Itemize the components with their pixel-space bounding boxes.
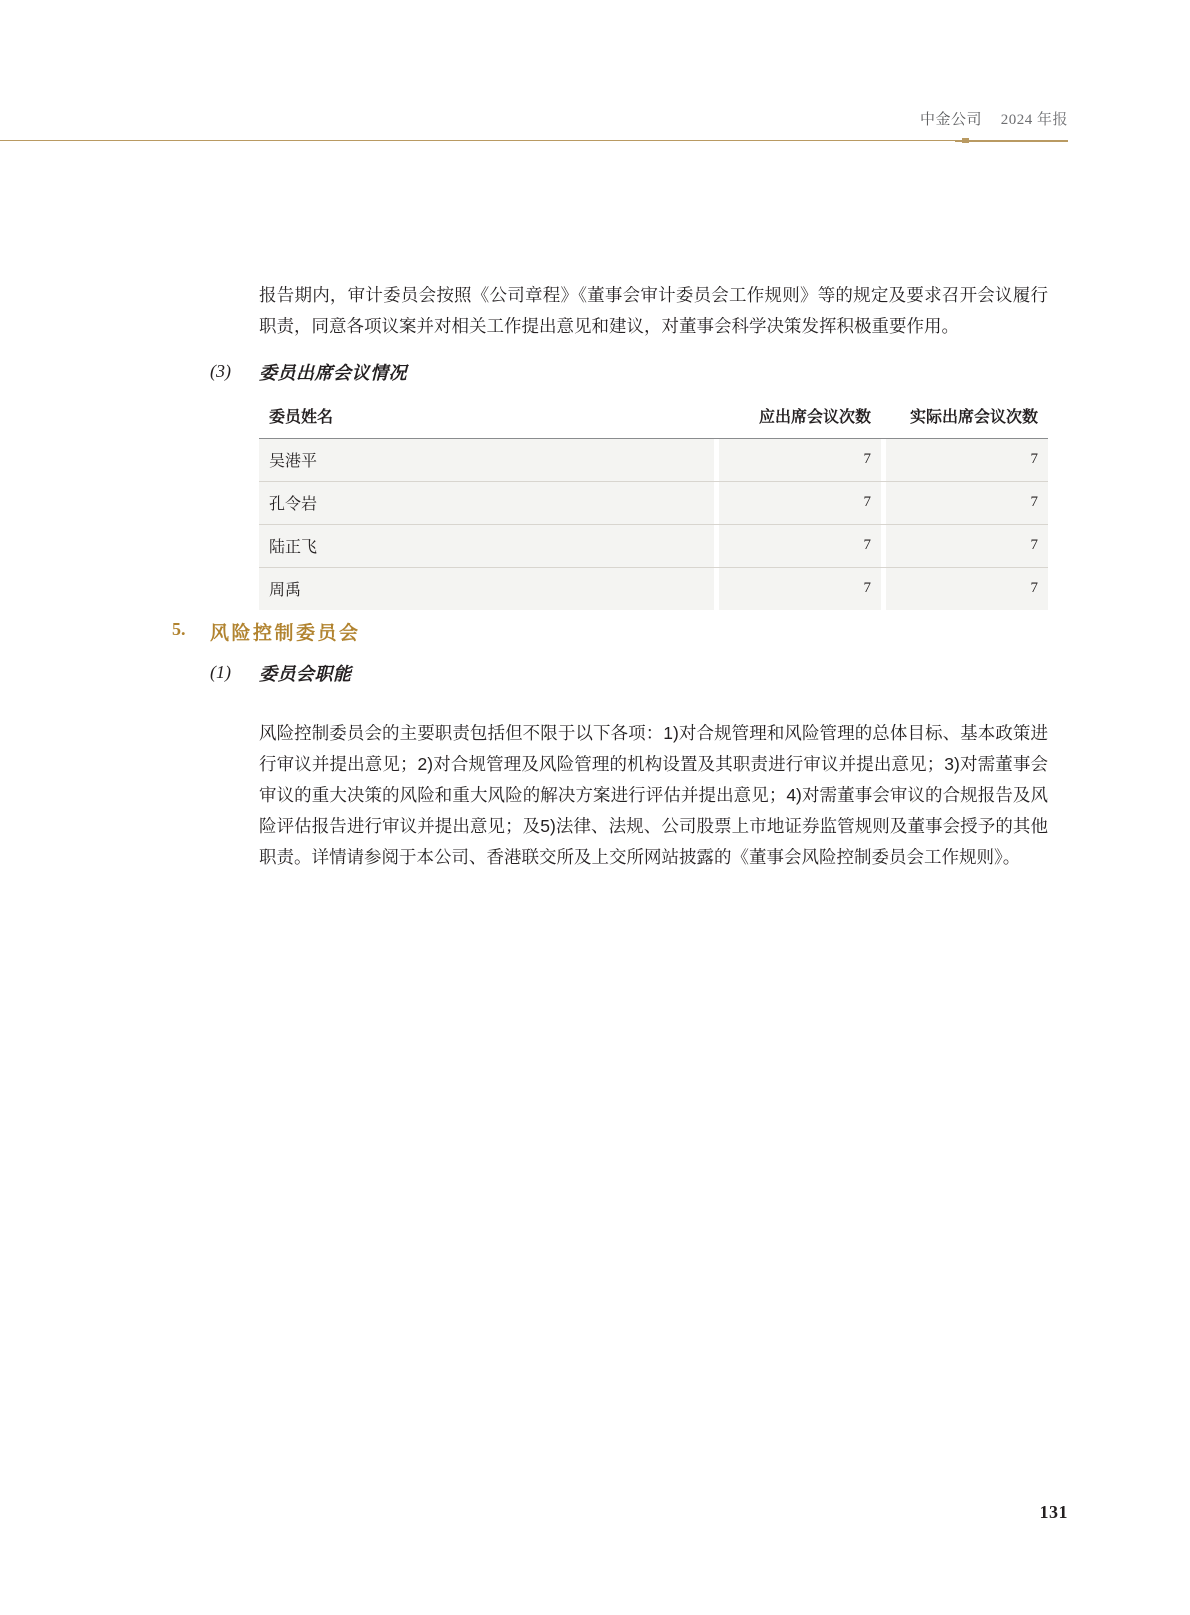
header-marker bbox=[962, 138, 969, 143]
attendance-table bbox=[259, 398, 1048, 610]
table-header-row bbox=[259, 398, 1048, 439]
cell-actual-meetings: 7 bbox=[881, 439, 1048, 482]
cell-actual-meetings: 7 bbox=[881, 525, 1048, 568]
attendance-section-label: (3) bbox=[210, 361, 231, 381]
cell-member-name: 周禹 bbox=[259, 568, 714, 611]
cell-member-name: 陆正飞 bbox=[259, 525, 714, 568]
cell-member-name: 孔令岩 bbox=[259, 482, 714, 525]
cell-required-meetings: 7 bbox=[714, 439, 881, 482]
duties-paragraph: 风险控制委员会的主要职责包括但不限于以下各项：1)对合规管理和风险管理的总体目标、基本政策进行审议并提出意见；2)对合规管理及风险管理的机构设置及其职责进行审议并提出意见；3)对需董事会审议的重大决策的风险和重大风险的解决方案进行评估并提出意见；4)对需董事会审议的合规报告及风险评估报告进行审议并提出意见；及5)法律、法规、公司股票上市地证券监管规则及董事会授予的其他职责。详情请参阅于本公司、香港联交所及上交所网站披露的《董事会风险控制委员会工作规则》。 bbox=[259, 722, 1048, 867]
intro-paragraph: 报告期内，审计委员会按照《公司章程》《董事会审计委员会工作规则》等的规定及要求召开会议履行职责，同意各项议案并对相关工作提出意见和建议，对董事会科学决策发挥积极重要作用。 bbox=[259, 284, 1048, 336]
header-divider bbox=[0, 140, 1068, 141]
page-number: 131 bbox=[1039, 1502, 1068, 1522]
header-divider-accent bbox=[955, 140, 1068, 142]
column-header-name: 委员姓名 bbox=[259, 398, 714, 439]
table-row bbox=[259, 439, 1048, 482]
column-header-required: 应出席会议次数 bbox=[714, 398, 881, 439]
header-company: 中金公司 bbox=[920, 111, 983, 128]
cell-required-meetings: 7 bbox=[714, 482, 881, 525]
attendance-section-title: 委员出席会议情况 bbox=[259, 363, 407, 383]
cell-actual-meetings: 7 bbox=[881, 482, 1048, 525]
cell-member-name: 吴港平 bbox=[259, 439, 714, 482]
table-row bbox=[259, 525, 1048, 568]
section-number-5: 5. bbox=[172, 619, 186, 639]
header-year: 2024 年报 bbox=[1000, 112, 1068, 128]
attendance-table-wrapper bbox=[259, 398, 1048, 610]
subsection-label-1: (1) bbox=[210, 662, 231, 682]
header-title bbox=[920, 108, 1068, 129]
cell-required-meetings: 7 bbox=[714, 525, 881, 568]
cell-actual-meetings: 7 bbox=[881, 568, 1048, 611]
section-title-risk-control-committee: 风险控制委员会 bbox=[210, 623, 361, 644]
subsection-title-functions: 委员会职能 bbox=[259, 664, 352, 684]
table-row bbox=[259, 482, 1048, 525]
cell-required-meetings: 7 bbox=[714, 568, 881, 611]
page-header bbox=[0, 108, 1190, 148]
table-row bbox=[259, 568, 1048, 611]
column-header-actual: 实际出席会议次数 bbox=[881, 398, 1048, 439]
